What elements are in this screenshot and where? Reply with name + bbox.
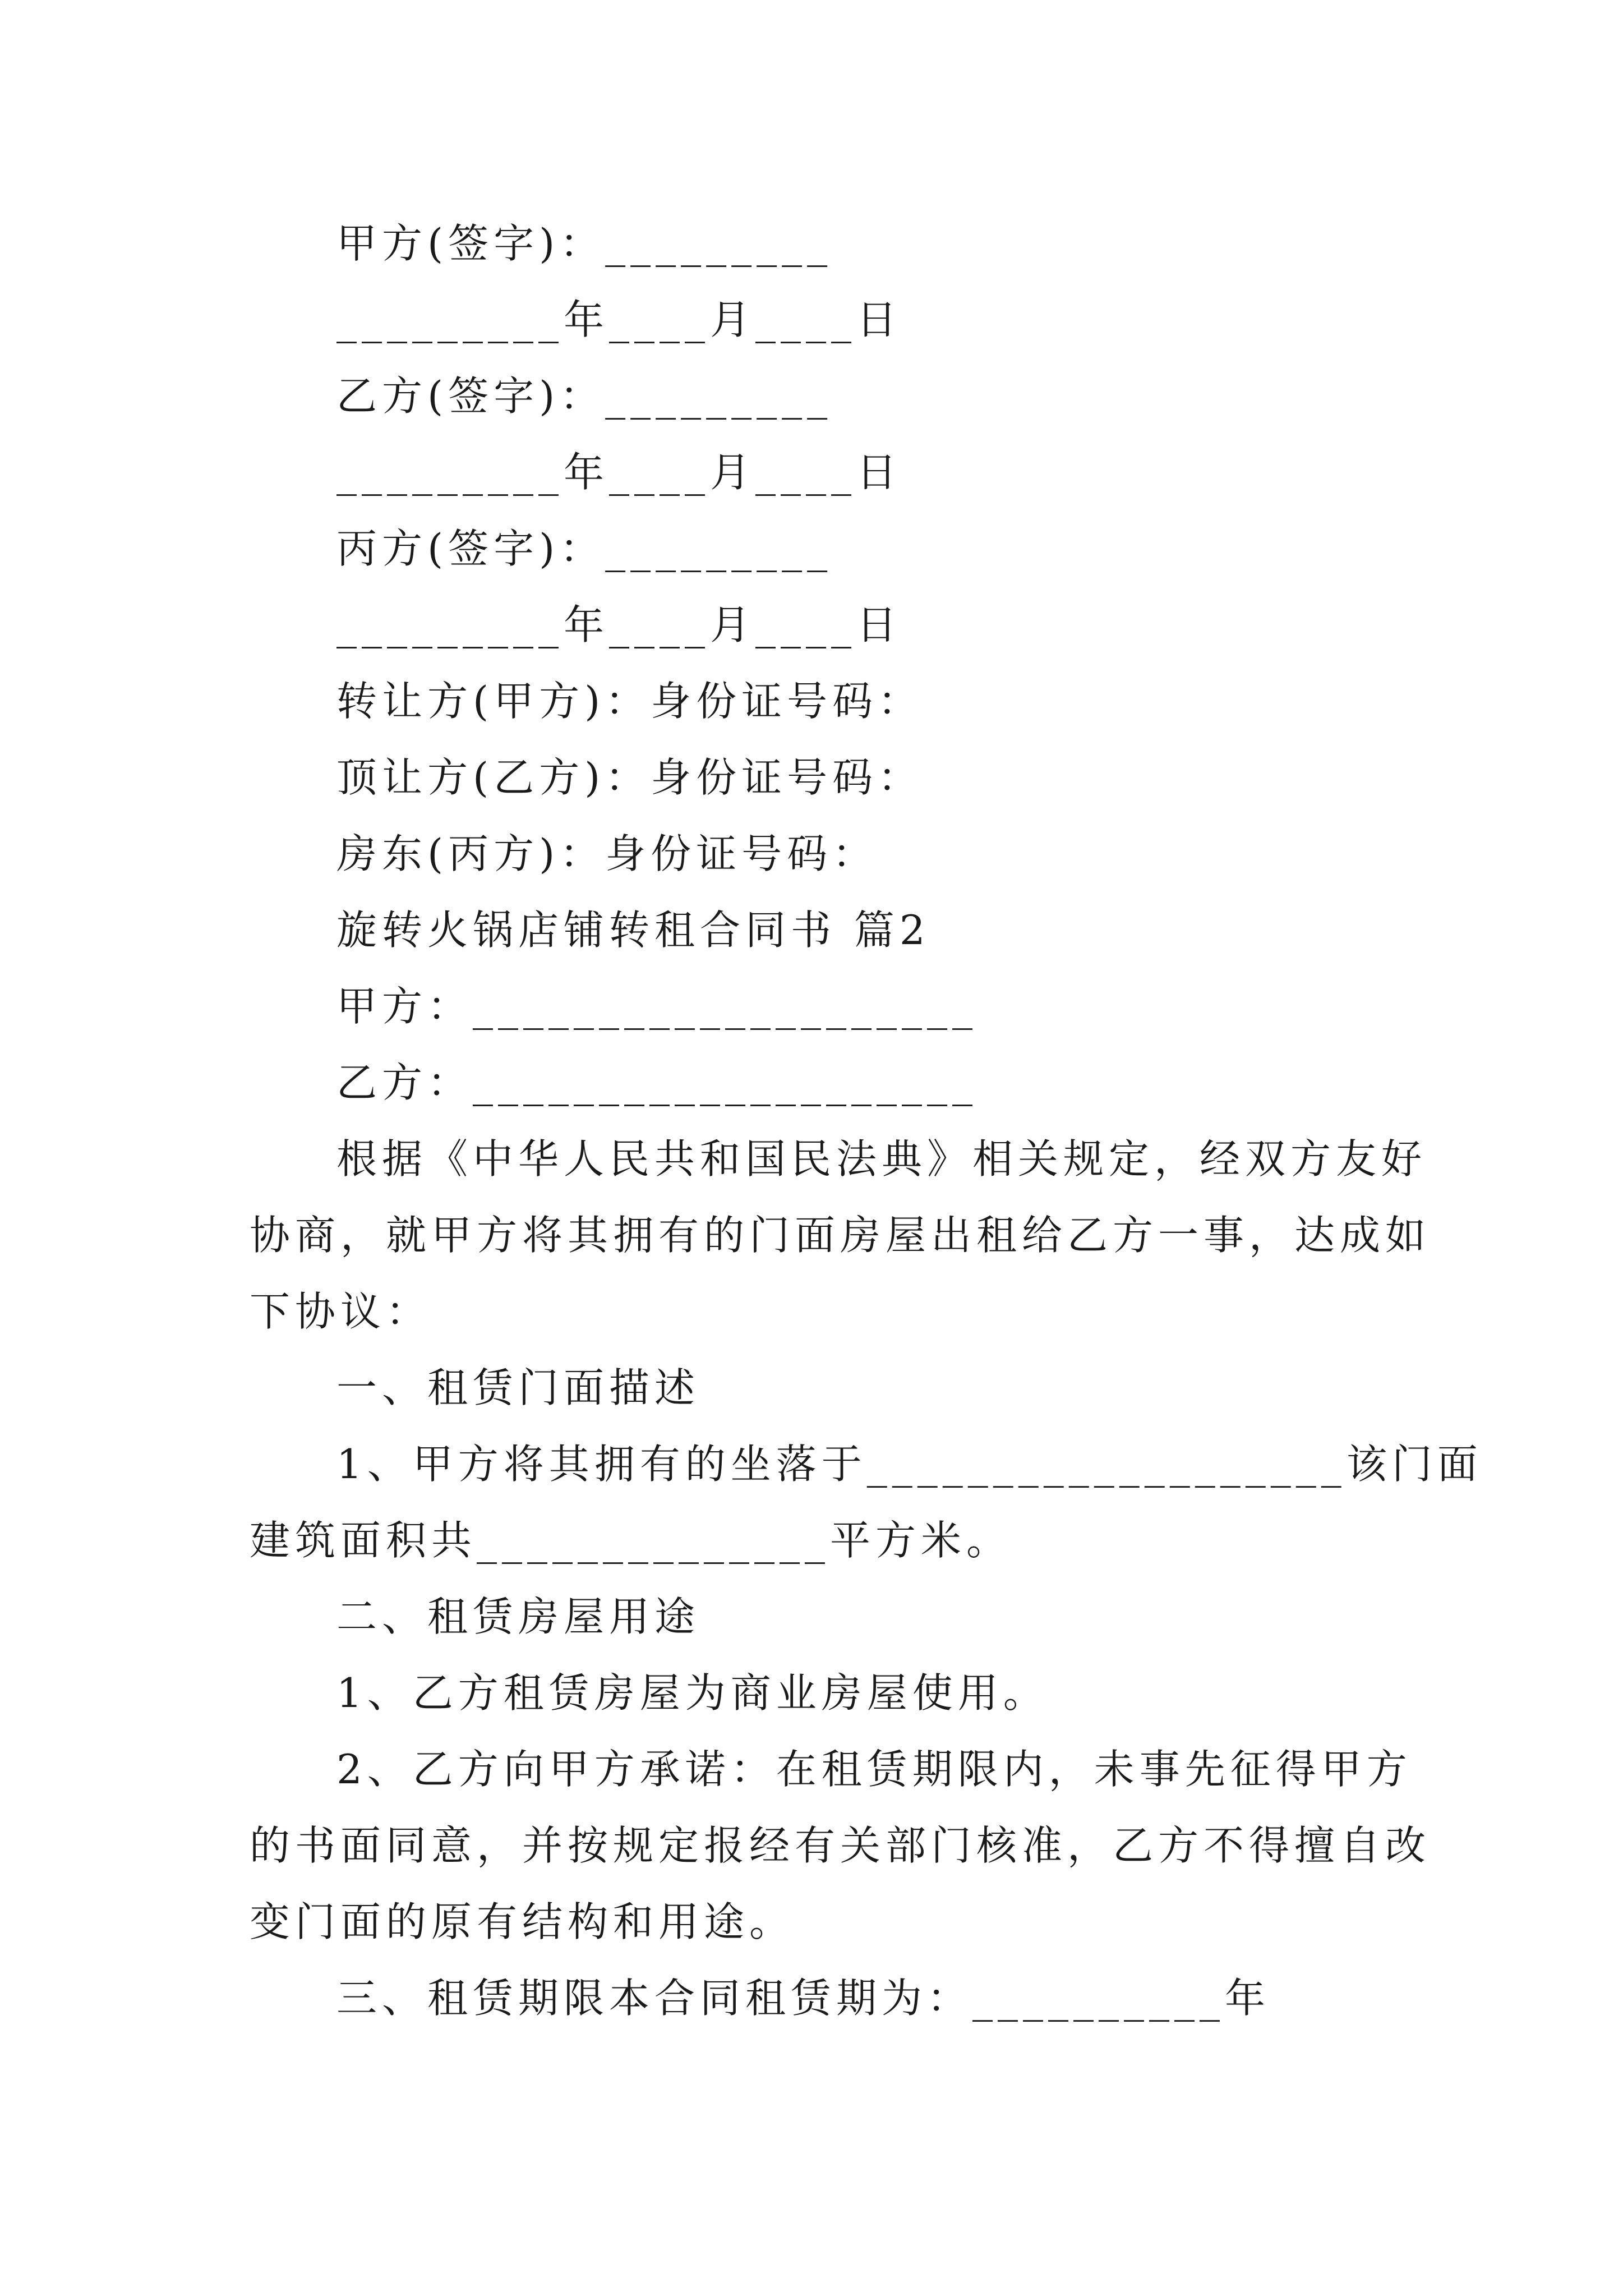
paragraph-line: 2、乙方向甲方承诺：在租赁期限内，未事先征得甲方 bbox=[336, 1746, 1412, 1793]
paragraph-line: 1、甲方将其拥有的坐落于___________________该门面 bbox=[336, 1441, 1483, 1488]
paragraph-line: 建筑面积共______________平方米。 bbox=[250, 1517, 1012, 1564]
party-b-date-line: _________年____月____日 bbox=[336, 449, 902, 496]
clause-heading: 三、租赁期限本合同租赁期为：__________年 bbox=[336, 1975, 1271, 2022]
party-a-line: 甲方：____________________ bbox=[336, 983, 978, 1030]
clause-heading: 二、租赁房屋用途 bbox=[336, 1593, 700, 1640]
party-c-signature-line: 丙方(签字)：_________ bbox=[336, 525, 833, 572]
paragraph-line: 的书面同意，并按规定报经有关部门核准，乙方不得擅自改 bbox=[250, 1822, 1431, 1869]
landlord-id-line: 房东(丙方)：身份证号码： bbox=[336, 830, 878, 877]
paragraph-line: 下协议： bbox=[250, 1288, 432, 1335]
party-a-signature-line: 甲方(签字)：_________ bbox=[336, 220, 833, 267]
section-title: 旋转火锅店铺转租合同书 篇2 bbox=[336, 907, 930, 954]
paragraph-line: 根据《中华人民共和国民法典》相关规定，经双方友好 bbox=[336, 1135, 1427, 1182]
transferor-id-line: 转让方(甲方)：身份证号码： bbox=[336, 678, 924, 725]
paragraph-line: 1、乙方租赁房屋为商业房屋使用。 bbox=[336, 1669, 1049, 1717]
party-b-signature-line: 乙方(签字)：_________ bbox=[336, 372, 833, 420]
party-b-line: 乙方：____________________ bbox=[336, 1059, 978, 1106]
party-a-date-line: _________年____月____日 bbox=[336, 296, 902, 343]
transferee-id-line: 顶让方(乙方)：身份证号码： bbox=[336, 754, 924, 801]
paragraph-line: 协商，就甲方将其拥有的门面房屋出租给乙方一事，达成如 bbox=[250, 1212, 1431, 1259]
paragraph-line: 变门面的原有结构和用途。 bbox=[250, 1898, 795, 1945]
party-c-date-line: _________年____月____日 bbox=[336, 601, 902, 648]
clause-heading: 一、租赁门面描述 bbox=[336, 1364, 700, 1411]
